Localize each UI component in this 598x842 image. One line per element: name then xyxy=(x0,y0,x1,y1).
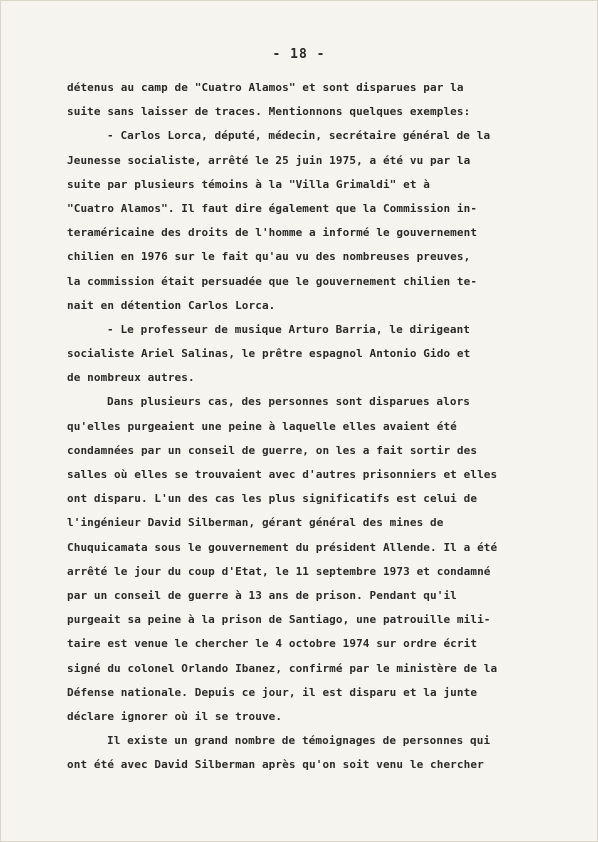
text-line: signé du colonel Orlando Ibanez, confirmé par le ministère de la xyxy=(67,661,498,675)
text-line: Chuquicamata sous le gouvernement du président Allende. Il a été xyxy=(67,540,498,554)
text-line: purgeait sa peine à la prison de Santiago, une patrouille mili- xyxy=(67,613,491,627)
text-line: par un conseil de guerre à 13 ans de prison. Pendant qu'il xyxy=(67,588,457,602)
text-line: qu'elles purgeaient une peine à laquelle elles avaient été xyxy=(67,419,457,433)
text-line: - Carlos Lorca, député, médecin, secrétaire général de la xyxy=(107,129,491,143)
text-line: déclare ignorer où il se trouve. xyxy=(67,709,283,723)
text-line: teraméricaine des droits de l'homme a informé le gouvernement xyxy=(67,226,478,240)
text-line: ont été avec David Silberman après qu'on soit venu le chercher xyxy=(67,758,484,772)
text-line: "Cuatro Alamos". Il faut dire également que la Commission in- xyxy=(67,201,478,215)
text-line: détenus au camp de "Cuatro Alamos" et sont disparues par la xyxy=(67,81,464,94)
text-line: Défense nationale. Depuis ce jour, il est disparu et la junte xyxy=(67,685,478,699)
text-line: ont disparu. L'un des cas les plus significatifs est celui de xyxy=(67,492,478,506)
text-line: de nombreux autres. xyxy=(67,371,195,385)
text-line: salles où elles se trouvaient avec d'autres prisonniers et elles xyxy=(67,468,498,481)
text-line: Dans plusieurs cas, des personnes sont disparues alors xyxy=(107,395,471,409)
text-line: chilien en 1976 sur le fait qu'au vu des nombreuses preuves, xyxy=(67,250,471,264)
text-line: suite sans laisser de traces. Mentionnons quelques exemples: xyxy=(67,105,471,119)
text-line: arrêté le jour du coup d'Etat, le 11 septembre 1973 et condamné xyxy=(67,564,491,578)
text-line: - Le professeur de musique Arturo Barria, le dirigeant xyxy=(107,322,471,336)
text-line: l'ingénieur David Silberman, gérant général des mines de xyxy=(67,516,444,530)
text-line: condamnées par un conseil de guerre, on les a fait sortir des xyxy=(67,443,478,457)
body-text xyxy=(67,76,552,777)
text-line: nait en détention Carlos Lorca. xyxy=(67,298,276,312)
page-number: - 18 - xyxy=(272,47,326,62)
text-line: suite par plusieurs témoins à la "Villa Grimaldi" et à xyxy=(67,177,431,191)
text-line: la commission était persuadée que le gouvernement chilien te- xyxy=(67,274,478,288)
text-line: socialiste Ariel Salinas, le prêtre espagnol Antonio Gido et xyxy=(67,347,471,361)
text-line: Jeunesse socialiste, arrêté le 25 juin 1975, a été vu par la xyxy=(67,153,471,167)
text-line: taire est venue le chercher le 4 octobre 1974 sur ordre écrit xyxy=(67,637,478,651)
text-line: Il existe un grand nombre de témoignages de personnes qui xyxy=(107,734,491,748)
